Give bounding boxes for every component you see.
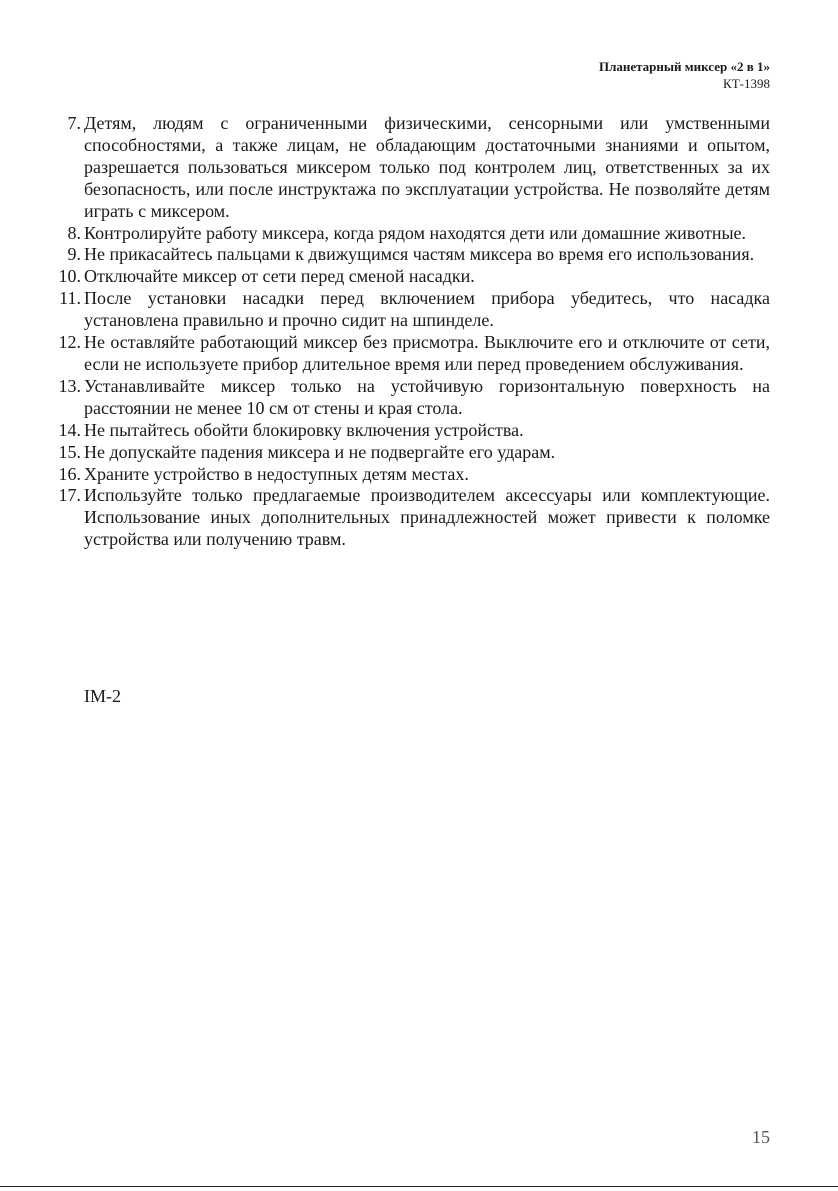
safety-instructions-list [50,113,770,551]
bottom-divider [0,1186,838,1187]
list-item [50,288,770,332]
item-number: 13. [58,375,81,396]
list-item [50,223,770,245]
item-text: Используйте только предлагаемые производителем аксессуары или комплектующие. Использование иных дополнительных принадлежностей может привести к поломке устройства или получению травм. [84,485,770,550]
list-item [50,376,770,420]
item-number: 10. [58,266,81,287]
item-number: 14. [58,419,81,440]
item-number: 12. [58,332,81,353]
item-number: 9. [67,244,81,265]
item-text: Детям, людям с ограниченными физическими, сенсорными или умственными способностями, а также лицам, не обладающим достаточными знаниями и опытом, разрешается пользоваться миксером только под контролем лиц, ответственных за их безопасность, или после инструктажа по эксплуатации устройства. Не позволяйте детям играть с миксером. [84,113,770,221]
item-number: 15. [58,441,81,462]
page-header [599,58,770,92]
item-text: Не прикасайтесь пальцами к движущимся частям миксера во время его использования. [84,244,755,265]
item-text: Не оставляйте работающий миксер без присмотра. Выключите его и отключите от сети, если не используете прибор длительное время или перед проведением обслуживания. [84,332,770,374]
item-number: 17. [58,485,81,506]
item-text: Не пытайтесь обойти блокировку включения устройства. [84,419,524,440]
document-code: IM-2 [84,686,121,706]
item-text: Не допускайте падения миксера и не подвергайте его ударам. [84,441,556,462]
item-number: 8. [67,222,81,243]
list-item [50,420,770,442]
list-item [50,464,770,486]
item-text: Храните устройство в недоступных детям местах. [84,463,469,484]
list-item [50,442,770,464]
model-code: КТ-1398 [723,76,770,91]
item-number: 16. [58,463,81,484]
item-text: Устанавливайте миксер только на устойчивую горизонтальную поверхность на расстоянии не менее 10 см от стены и края стола. [84,375,770,418]
item-number: 11. [59,288,81,309]
list-item [50,113,770,223]
list-item [50,244,770,266]
item-number: 7. [67,113,81,133]
item-text: Отключайте миксер от сети перед сменой насадки. [84,266,475,287]
item-text: Контролируйте работу миксера, когда рядом находятся дети или домашние животные. [84,222,747,243]
list-item [50,485,770,551]
list-item [50,266,770,288]
list-item [50,332,770,376]
item-text: После установки насадки перед включением прибора убедитесь, что насадка установлена правильно и прочно сидит на шпинделе. [84,288,770,331]
product-title: Планетарный миксер «2 в 1» [598,59,770,74]
page-number: 15 [752,1127,770,1147]
